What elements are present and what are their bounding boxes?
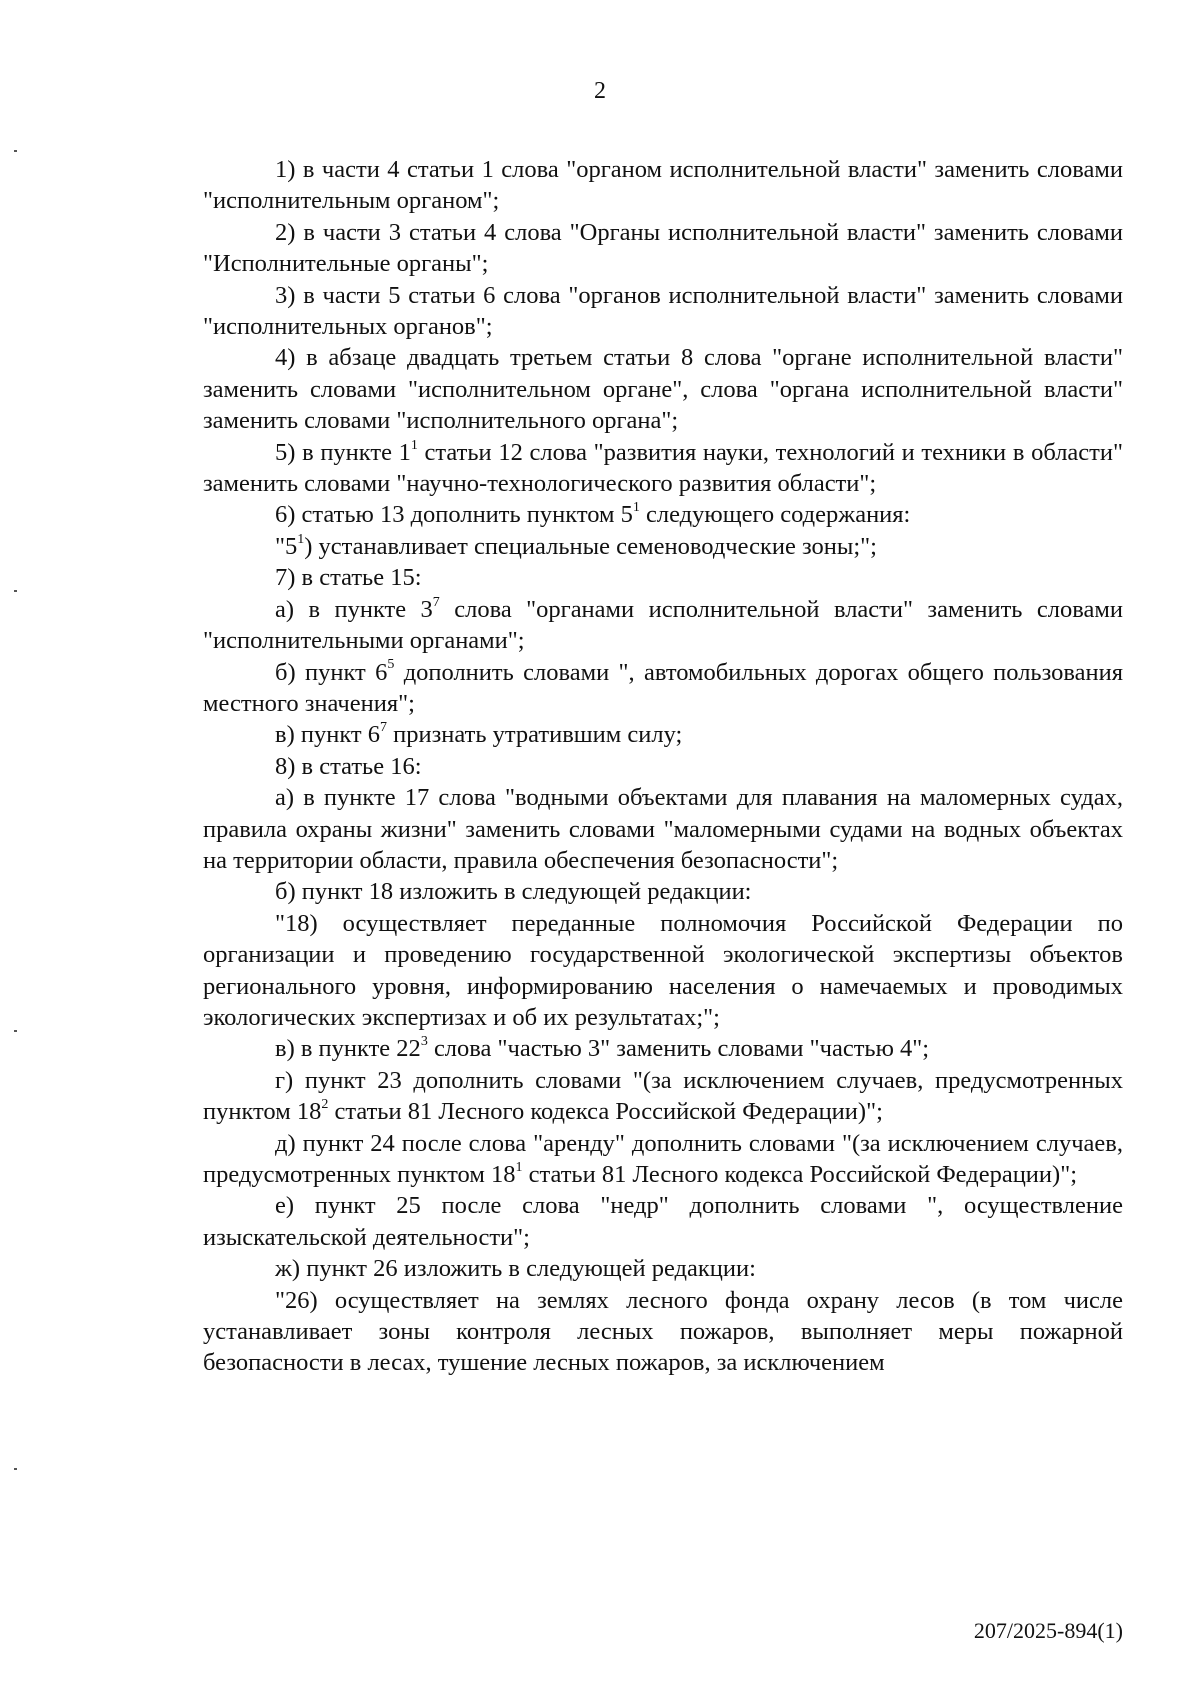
paragraph-5: 5) в пункте $1^1$ статьи 12 слова "развития науки, технологий и техники в области" заменить словами "научно-технологического развития области"; xyxy=(203,437,1123,498)
scan-margin-mark xyxy=(14,1468,17,1470)
paragraph-15: "18) осуществляет переданные полномочия Российской Федерации по организации и проведению государственной экологической экспертизы объектов регионального уровня, информированию населения о намечаемых и проводимых экологических экспертизах и об их результатах;"; xyxy=(203,909,1123,1031)
document-code: 207/2025-894(1) xyxy=(973,1618,1123,1643)
superscript-index: 1 xyxy=(297,531,305,547)
paragraph-7: "$5^1$) устанавливает специальные семеноводческие зоны;"; xyxy=(275,531,877,560)
scan-margin-mark xyxy=(14,1030,17,1032)
superscript-index: 7 xyxy=(432,594,440,610)
superscript-index: 1 xyxy=(632,500,640,516)
paragraph-17: г) пункт 23 дополнить словами "(за исключением случаев, предусмотренных пунктом $18^2$ статьи 81 Лесного кодекса Российской Федерации)"; xyxy=(203,1066,1123,1126)
paragraph-3: 3) в части 5 статьи 6 слова "органов исполнительной власти" заменить словами "исполнительных органов"; xyxy=(203,281,1123,341)
paragraph-14: б) пункт 18 изложить в следующей редакции: xyxy=(275,878,752,906)
paragraph-1: 1) в части 4 статьи 1 слова "органом исполнительной власти" заменить словами "исполнительным органом"; xyxy=(203,156,1123,215)
superscript-index: 7 xyxy=(380,720,387,736)
paragraph-11: в) пункт $6^7$ признать утратившим силу; xyxy=(275,720,683,749)
paragraph-18: д) пункт 24 после слова "аренду" дополнить словами "(за исключением случаев, предусмотренных пунктом $18^1$ статьи 81 Лесного кодекса Российской Федерации)"; xyxy=(203,1129,1123,1188)
document-body xyxy=(203,154,1123,1379)
scan-margin-mark xyxy=(14,150,17,152)
superscript-index: 5 xyxy=(387,657,395,673)
paragraph-13: а) в пункте 17 слова "водными объектами для плавания на маломерных судах, правила охраны жизни" заменить словами "маломерными судами на водных объектах на территории области, правила обеспечения безопасности"; xyxy=(203,784,1123,874)
superscript-index: 3 xyxy=(420,1034,428,1050)
scan-margin-mark xyxy=(14,590,17,592)
paragraph-6: 6) статью 13 дополнить пунктом $5^1$ следующего содержания: xyxy=(275,500,911,529)
paragraph-16: в) в пункте $22^3$ слова "частью 3" заменить словами "частью 4"; xyxy=(275,1034,930,1063)
paragraph-10: б) пункт $6^5$ дополнить словами ", автомобильных дорогах общего пользования местного значения"; xyxy=(203,657,1123,717)
paragraph-20: ж) пункт 26 изложить в следующей редакции: xyxy=(275,1255,756,1283)
superscript-index: 2 xyxy=(321,1097,329,1113)
paragraph-19: е) пункт 25 после слова "недр" дополнить словами ", осуществление изыскательской деятельности"; xyxy=(203,1192,1123,1251)
paragraph-9: а) в пункте $3^7$ слова "органами исполнительной власти" заменить словами "исполнительными органами"; xyxy=(203,594,1123,655)
paragraph-2: 2) в части 3 статьи 4 слова "Органы исполнительной власти" заменить словами "Исполнительные органы"; xyxy=(203,218,1123,278)
paragraph-4: 4) в абзаце двадцать третьем статьи 8 слова "органе исполнительной власти" заменить словами "исполнительном органе", слова "органа исполнительной власти" заменить словами "исполнительного органа"; xyxy=(203,344,1123,435)
superscript-index: 1 xyxy=(410,437,418,453)
paragraph-12: 8) в статье 16: xyxy=(275,752,422,780)
paragraph-21: "26) осуществляет на землях лесного фонда охрану лесов (в том числе устанавливает зоны контроля лесных пожаров, выполняет меры пожарной безопасности в лесах, тушение лесных пожаров, за исключением xyxy=(203,1286,1123,1377)
page-number: 2 xyxy=(594,78,606,104)
paragraph-8: 7) в статье 15: xyxy=(275,564,422,592)
superscript-index: 1 xyxy=(515,1159,523,1175)
